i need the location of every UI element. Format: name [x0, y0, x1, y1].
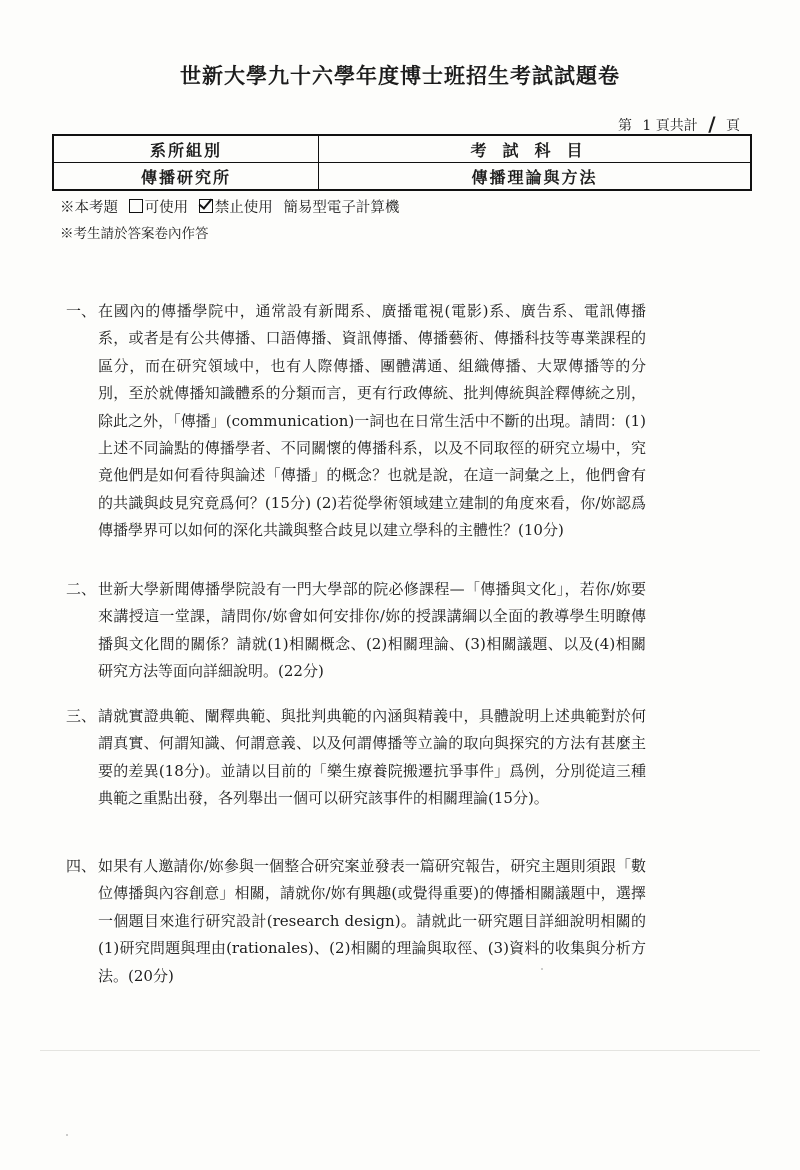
question-text: 在國內的傳播學院中，通常設有新聞系、廣播電視(電影)系、廣告系、電訊傳播系，或者是有公共傳播、口語傳播、資訊傳播、傳播藝術、傳播科技等專業課程的區分，而在研究領域中，也有人際傳播、團體溝通、組織傳播、大眾傳播等的分別，至於就傳播知識體系的分類而言，更有行政傳統、批判傳統與詮釋傳統之別，除此之外，「傳播」(communication)一詞也在日常生活中不斷的出現。請問：(1)上述不同論點的傳播學者、不同關懷的傳播科系，以及不同取徑的研究立場中，究竟他們是如何看待與論述「傳播」的概念？也就是說，在這一詞彙之上，他們會有的共識與歧見究竟爲何？(15分) (2)若從學術領域建立建制的角度來看，你/妳認爲傳播學界可以如何的深化共識與整合歧見以建立學科的主體性？(10分)	[98, 302, 646, 540]
question-number: 二、	[66, 580, 97, 598]
dept-value-cell: 傳播研究所	[53, 163, 319, 191]
question-text: 世新大學新聞傳播學院設有一門大學部的院必修課程—「傳播與文化」，若你/妳要來講授這一堂課，請問你/妳會如何安排你/妳的授課講綱以全面的教導學生明瞭傳播與文化間的關係？請就(1)相關概念、(2)相關理論、(3)相關議題、以及(4)相關研究方法等面向詳細說明。(22分)	[98, 580, 646, 681]
question-text: 如果有人邀請你/妳參與一個整合研究案並發表一篇研究報告，研究主題則須跟「數位傳播與內容創意」相關，請就你/妳有興趣(或覺得重要)的傳播相關議題中，選擇一個題目來進行研究設計(research design)。請就此一研究題目詳細說明相關的(1)研究問題與理由(rationales)、(2)相關的理論與取徑、(3)資料的收集與分析方法。(20分)	[98, 857, 646, 985]
question-1	[66, 298, 646, 545]
allowed-checkbox	[129, 199, 143, 213]
question-4	[66, 853, 646, 990]
dept-header-cell: 系所組別	[53, 135, 319, 163]
table-value-row	[53, 163, 751, 191]
subject-value-cell: 傳播理論與方法	[319, 163, 752, 191]
page-count	[618, 111, 740, 135]
scan-speck	[66, 1134, 68, 1136]
forbidden-label: 禁止使用	[214, 200, 273, 216]
answer-notice: ※考生請於答案卷內作答	[60, 226, 209, 242]
exam-info-table	[52, 134, 752, 191]
page-suffix: 頁	[726, 118, 740, 134]
page-middle: 頁共計	[655, 118, 698, 134]
page-prefix: 第	[617, 118, 632, 134]
calculator-suffix: 簡易型電子計算機	[283, 200, 400, 216]
calculator-notice	[60, 196, 399, 217]
question-number: 一、	[66, 302, 97, 320]
question-3	[66, 703, 646, 813]
allowed-label: 可使用	[144, 200, 189, 216]
question-text: 請就實證典範、闡釋典範、與批判典範的內涵與精義中，具體說明上述典範對於何謂真實、何謂知識、何謂意義、以及何謂傳播等立論的取向與探究的方法有甚麼主要的差異(18分)。並請以目前的「樂生療養院搬遷抗爭事件」爲例，分別從這三種典範之重點出發，各列舉出一個可以研究該事件的相關理論(15分)。	[98, 707, 646, 808]
subject-header-cell: 考試科目	[319, 135, 752, 163]
scan-edge-line	[40, 1050, 760, 1051]
question-number: 三、	[66, 707, 97, 725]
question-number: 四、	[66, 857, 97, 875]
exam-title: 世新大學九十六學年度博士班招生考試試題卷	[180, 63, 620, 88]
page-number: 1	[642, 118, 652, 134]
forbidden-checkbox	[199, 199, 213, 213]
question-2	[66, 576, 646, 686]
page-total-mark: /	[708, 112, 716, 136]
scan-speck	[541, 968, 543, 970]
calculator-prefix: ※本考題	[60, 200, 118, 216]
table-header-row	[53, 135, 751, 163]
